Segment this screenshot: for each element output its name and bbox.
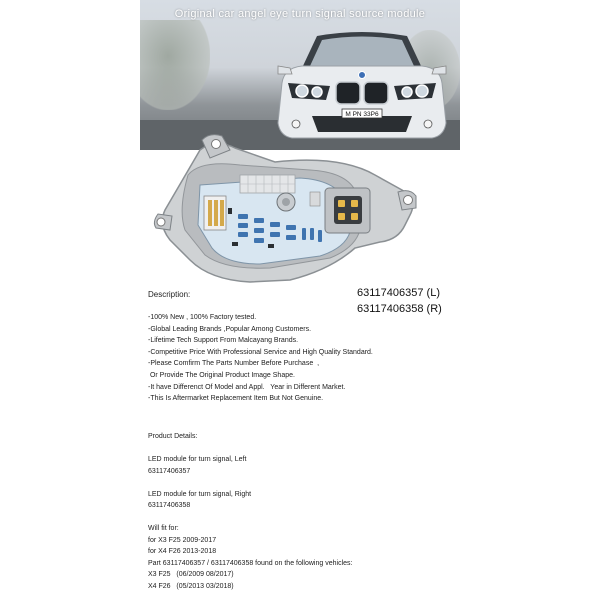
fit-heading: Will fit for: (148, 525, 179, 532)
left-module-number: 63117406357 (148, 467, 191, 475)
list-item: -Lifetime Tech Support From Malcayang Brands. (148, 337, 299, 345)
product-details-heading: Product Details: (148, 433, 198, 440)
list-item: -It have Differenct Of Model and Appl. Year in Different Market. (148, 383, 346, 391)
background-trees (140, 20, 210, 110)
car-hero-photo (140, 0, 460, 150)
license-plate-text: M PN 33P6 (345, 111, 379, 118)
car-front-illustration (272, 28, 452, 143)
description-list (148, 312, 373, 405)
led-module-photo (140, 130, 440, 290)
fit-item: Part 63117406357 / 63117406358 found on the following vehicles: (148, 559, 353, 567)
list-item: -Competitive Price With Professional Service and High Quality Standard. (148, 348, 373, 356)
hero-title: Original car angel eye turn signal source module (174, 8, 426, 20)
list-item: -Global Leading Brands ,Popular Among Customers. (148, 325, 312, 333)
left-module-name: LED module for turn signal, Left (148, 456, 247, 463)
right-module-number: 63117406358 (148, 502, 191, 509)
spacer (148, 512, 352, 524)
list-item: -Please Comfirm The Parts Number Before Purchase , (148, 360, 320, 368)
description-heading: Description: (148, 290, 191, 299)
part-number-left: 63117406357 (L) (357, 287, 440, 299)
spacer (148, 477, 352, 489)
list-item: -This Is Aftermarket Replacement Item But Not Genuine. (148, 395, 324, 403)
list-item: Or Provide The Original Product Image Shape. (148, 371, 295, 379)
fit-item: for X3 F25 2009-2017 (148, 536, 217, 544)
spacer (148, 443, 352, 455)
fit-item: X4 F26 (05/2013 03/2018) (148, 582, 234, 590)
right-module-name: LED module for turn signal, Right (148, 490, 252, 498)
list-item: -100% New , 100% Factory tested. (148, 314, 257, 321)
fit-item: for X4 F26 2013-2018 (148, 548, 217, 555)
part-number-right: 63117406358 (R) (357, 303, 442, 315)
fit-item: X3 F25 (06/2009 08/2017) (148, 571, 234, 578)
product-details (148, 431, 352, 592)
